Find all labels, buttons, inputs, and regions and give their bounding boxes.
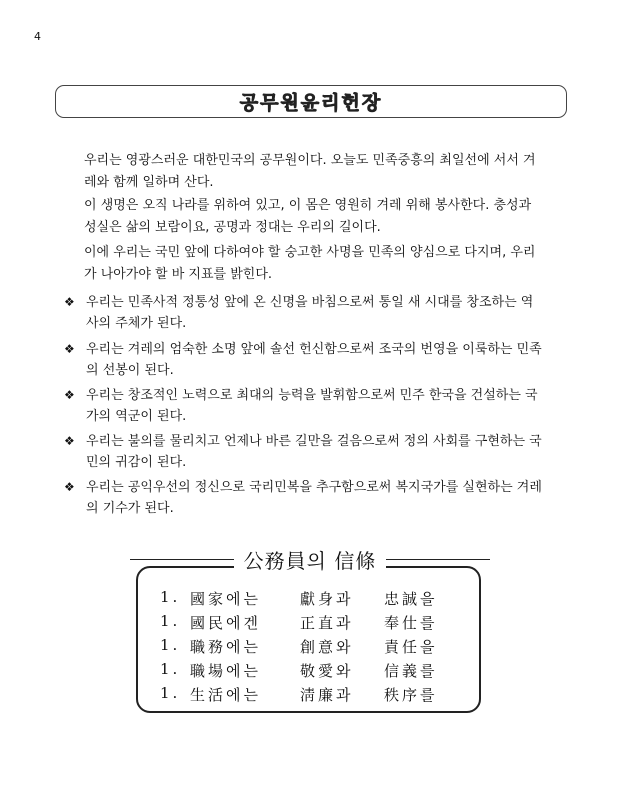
list-item bbox=[64, 385, 544, 427]
preamble-paragraph: 우리는 영광스러운 대한민국의 공무원이다. 오늘도 민족중흥의 최일선에 서서 겨레와 함께 일하며 산다. bbox=[84, 153, 536, 190]
list-item-text: 우리는 공익우선의 정신으로 국리민복을 추구함으로써 복지국가를 실현하는 겨레의 기수가 된다. bbox=[86, 480, 542, 516]
preamble-paragraph: 이에 우리는 국민 앞에 다하여야 할 숭고한 사명을 민족의 양심으로 다지며, 우리가 나아가야 할 바 지표를 밝힌다. bbox=[84, 245, 536, 282]
diamond-bullet-icon: ❖ bbox=[64, 480, 75, 494]
creed-row bbox=[138, 660, 479, 680]
creed-subject: 生活에는 bbox=[190, 686, 261, 704]
list-item bbox=[64, 431, 544, 473]
page-number: 4 bbox=[34, 30, 41, 43]
creed-virtue-2: 責任을 bbox=[384, 638, 438, 656]
creed-virtue-1: 獻身과 bbox=[300, 590, 354, 608]
diamond-bullet-icon: ❖ bbox=[64, 295, 75, 309]
creed-subject: 職場에는 bbox=[190, 662, 261, 680]
creed-virtue-1: 創意와 bbox=[300, 638, 354, 656]
preamble-paragraph: 이 생명은 오직 나라를 위하여 있고, 이 몸은 영원히 겨레 위해 봉사한다. 충성과 성실은 삶의 보람이요, 공명과 정대는 우리의 길이다. bbox=[84, 198, 532, 235]
creed-number: 1. bbox=[160, 636, 181, 654]
creed-subject: 國民에겐 bbox=[190, 614, 261, 632]
creed-virtue-2: 秩序를 bbox=[384, 686, 438, 704]
charter-title-box bbox=[55, 85, 567, 118]
creed-virtue-1: 正直과 bbox=[300, 614, 354, 632]
diamond-bullet-icon: ❖ bbox=[64, 342, 75, 356]
creed-row bbox=[138, 588, 479, 608]
diamond-bullet-icon: ❖ bbox=[64, 434, 75, 448]
list-item-text: 우리는 겨레의 엄숙한 소명 앞에 솔선 헌신함으로써 조국의 번영을 이룩하는 민족의 선봉이 된다. bbox=[86, 342, 542, 378]
creed-title: 公務員의 信條 bbox=[234, 545, 387, 574]
creed-number: 1. bbox=[160, 660, 181, 678]
title-rule-left bbox=[130, 559, 234, 560]
diamond-bullet-icon: ❖ bbox=[64, 388, 75, 402]
creed-virtue-1: 淸廉과 bbox=[300, 686, 354, 704]
creed-virtue-2: 忠誠을 bbox=[384, 590, 438, 608]
list-item-text: 우리는 창조적인 노력으로 최대의 능력을 발휘함으로써 민주 한국을 건설하는 국가의 역군이 된다. bbox=[86, 388, 538, 424]
creed-title-bar bbox=[130, 546, 490, 572]
creed-number: 1. bbox=[160, 588, 181, 606]
list-item bbox=[64, 477, 544, 519]
creed-virtue-2: 信義를 bbox=[384, 662, 438, 680]
creed-subject: 職務에는 bbox=[190, 638, 261, 656]
creed-number: 1. bbox=[160, 684, 181, 702]
list-item-text: 우리는 불의를 물리치고 언제나 바른 길만을 걸음으로써 정의 사회를 구현하는 국민의 귀감이 된다. bbox=[86, 434, 542, 470]
creed-number: 1. bbox=[160, 612, 181, 630]
creed-row bbox=[138, 636, 479, 656]
list-item bbox=[64, 339, 544, 381]
creed-box bbox=[136, 566, 481, 713]
creed-virtue-1: 敬愛와 bbox=[300, 662, 354, 680]
title-rule-right bbox=[386, 559, 490, 560]
creed-row bbox=[138, 612, 479, 632]
creed-subject: 國家에는 bbox=[190, 590, 261, 608]
charter-title: 공무원윤리헌장 bbox=[239, 92, 383, 114]
creed-virtue-2: 奉仕를 bbox=[384, 614, 438, 632]
creed-row bbox=[138, 684, 479, 704]
list-item bbox=[64, 292, 544, 334]
list-item-text: 우리는 민족사적 정통성 앞에 온 신명을 바침으로써 통일 새 시대를 창조하는 역사의 주체가 된다. bbox=[86, 295, 534, 331]
